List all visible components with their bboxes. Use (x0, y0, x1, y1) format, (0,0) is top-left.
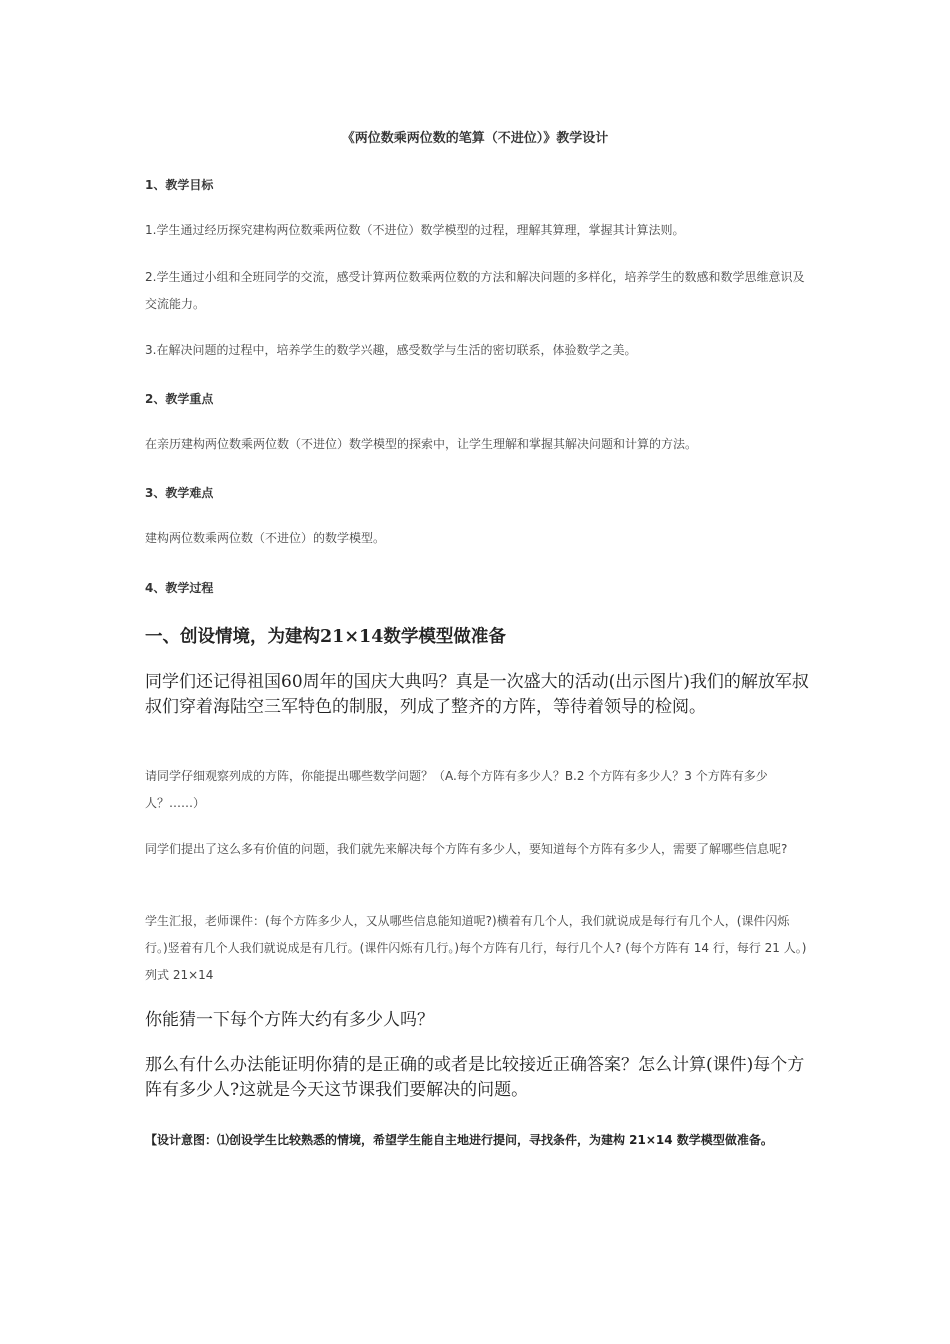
part-one-heading: 一、创设情境，为建构21×14数学模型做准备 (145, 627, 506, 647)
section-heading-difficulties: 3、教学难点 (145, 486, 214, 500)
difficulties-text: 建构两位数乘两位数（不进位）的数学模型。 (145, 531, 386, 545)
part-one-paragraph-5: 你能猜一下每个方阵大约有多少人吗？ (145, 1010, 434, 1030)
goal-item-3: 3.在解决问题的过程中，培养学生的数学兴趣，感受数学与生活的密切联系，体验数学之美。 (145, 343, 637, 357)
key-points-text: 在亲历建构两位数乘两位数（不进位）数学模型的探索中，让学生理解和掌握其解决问题和计算的方法。 (145, 437, 698, 451)
goal-item-1: 1.学生通过经历探究建构两位数乘两位数（不进位）数学模型的过程，理解其算理，掌握其计算法则。 (145, 223, 685, 237)
part-one-paragraph-6: 那么有什么办法能证明你猜的是正确的或者是比较接近正确答案？怎么计算(课件)每个方阵有多少人?这就是今天这节课我们要解决的问题。 (145, 1055, 805, 1100)
part-one-paragraph-4: 学生汇报，老师课件：(每个方阵多少人，又从哪些信息能知道呢?)横着有几个人，我们就说成是每行有几个人，(课件闪烁行。)竖着有几个人我们就说成是有几行。(课件闪烁有几行。)每个方阵有几行，每行几个人? (每个方阵有 14 行，每行 21 人。)列式 21×14 (145, 914, 807, 982)
design-intent-note: 【设计意图：⑴创设学生比较熟悉的情境，希望学生能自主地进行提问，寻找条件，为建构 21×14 数学模型做准备。 (145, 1133, 773, 1147)
part-one-paragraph-2: 请同学仔细观察列成的方阵，你能提出哪些数学问题？（A.每个方阵有多少人？B.2 个方阵有多少人？3 个方阵有多少人？……） (145, 769, 768, 810)
section-heading-key-points: 2、教学重点 (145, 392, 214, 406)
section-heading-goals: 1、教学目标 (145, 178, 214, 192)
part-one-paragraph-1: 同学们还记得祖国60周年的国庆大典吗？真是一次盛大的活动(出示图片)我们的解放军叔叔们穿着海陆空三军特色的制服，列成了整齐的方阵，等待着领导的检阅。 (145, 672, 809, 717)
goal-item-2: 2.学生通过小组和全班同学的交流，感受计算两位数乘两位数的方法和解决问题的多样化，培养学生的数感和数学思维意识及交流能力。 (145, 270, 805, 311)
section-heading-process: 4、教学过程 (145, 581, 214, 595)
part-one-paragraph-3: 同学们提出了这么多有价值的问题，我们就先来解决每个方阵有多少人，要知道每个方阵有多少人，需要了解哪些信息呢? (145, 842, 788, 856)
document-title: 《两位数乘两位数的笔算（不进位）》教学设计 (341, 131, 609, 146)
